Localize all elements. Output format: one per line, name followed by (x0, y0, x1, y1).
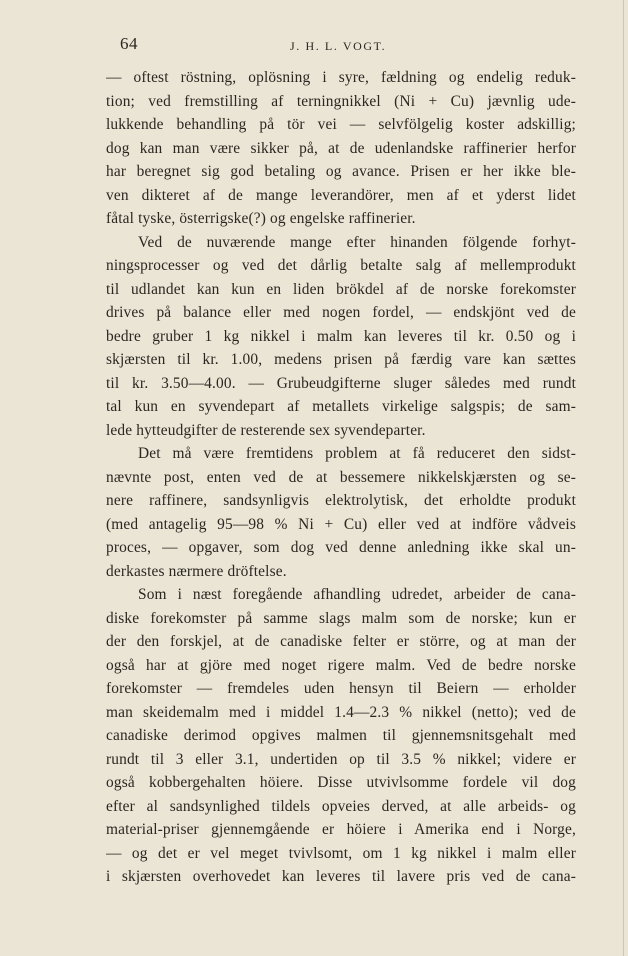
text-line: derkastes nærmere dröftelse. (106, 562, 287, 580)
text-line: canadiske derimod opgives malmen til gjennemsnitsgehalt med (106, 727, 576, 744)
page-number: 64 (120, 34, 138, 53)
text-line: material-priser gjennemgående er höiere i Amerika end i Norge, (106, 821, 576, 838)
text-line: drives på balance eller med nogen fordel, — endskjönt ved de (106, 304, 576, 321)
text-line: lukkende behandling på tör vei — selvfölgelig koster adskillig; (106, 116, 576, 133)
text-line: (med antagelig 95—98 % Ni + Cu) eller ved at indföre vådveis (106, 515, 576, 533)
text-line: har beregnet sig god betaling og avance. Prisen er her ikke ble- (106, 163, 576, 180)
text-line: forekomster — fremdeles uden hensyn til Beiern — erholder (106, 680, 576, 697)
text-line: nævnte post, enten ved de at bessemere nikkelskjærsten og se- (106, 468, 576, 486)
text-line: nere raffinere, sandsynligvis elektrolytisk, det erholdte produkt (106, 492, 576, 509)
text-line: dog kan man være sikker på, at de udenlandske raffinerier herfor (106, 139, 576, 157)
text-line: tal kun en syvendepart af metallets virkelige salgspis; de sam- (106, 398, 576, 415)
text-line: Det må være fremtidens problem at få reduceret den sidst- (138, 445, 576, 462)
text-line: Som i næst foregående afhandling udredet, arbeider de cana- (138, 586, 576, 603)
text-line: bedre gruber 1 kg nikkel i malm kan leveres til kr. 0.50 og i (106, 327, 576, 345)
text-line: man skeidemalm med i middel 1.4—2.3 % nikkel (netto); ved de (106, 703, 576, 721)
text-line: ningsprocesser og ved det dårlig betalte salg af mellemprodukt (106, 257, 576, 274)
text-line: tion; ved fremstilling af terningnikkel (Ni + Cu) jævnlig ude- (106, 92, 576, 110)
text-line: der den forskjel, at de canadiske felter er större, og at man der (106, 633, 576, 650)
text-line: Ved de nuværende mange efter hinanden fölgende forhyt- (138, 233, 576, 251)
text-line: proces, — opgaver, som dog ved denne anledning ikke skal un- (106, 539, 576, 556)
running-head: J. H. L. VOGT. (290, 39, 387, 53)
text-line: fåtal tyske, österrigske(?) og engelske raffinerier. (106, 210, 416, 227)
page-header (120, 34, 570, 58)
text-line: lede hytteudgifter de resterende sex syvendeparter. (106, 421, 426, 439)
text-line: ven dikteret af de mange leverandörer, men af et yderst lidet (106, 186, 576, 204)
text-line: også har at gjöre med noget rigere malm. Ved de bedre norske (106, 656, 576, 674)
text-line: til kr. 3.50—4.00. — Grubeudgifterne sluger således med rundt (106, 374, 576, 392)
text-line: til udlandet kan kun en liden brökdel af de norske forekomster (106, 280, 576, 298)
text-line: skjærsten til kr. 1.00, medens prisen på færdig vare kan sættes (106, 351, 576, 368)
text-line: i skjærsten overhovedet kan leveres til lavere pris ved de cana- (106, 868, 576, 885)
text-line: — oftest röstning, oplösning i syre, fældning og endelig reduk- (106, 69, 576, 86)
text-line: efter al sandsynlighed tildels opveies derved, at alle arbeids- og (106, 797, 576, 815)
text-line: rundt til 3 eller 3.1, undertiden op til 3.5 % nikkel; videre er (106, 750, 576, 768)
text-line: også kobbergehalten höiere. Disse utvivlsomme fordele vil dog (106, 774, 576, 791)
page-edge-line (623, 0, 624, 956)
body-text (106, 66, 576, 889)
text-line: diske forekomster på samme slags malm som de norske; kun er (106, 609, 576, 627)
text-line: — og det er vel meget tvivlsomt, om 1 kg nikkel i malm eller (106, 844, 576, 862)
